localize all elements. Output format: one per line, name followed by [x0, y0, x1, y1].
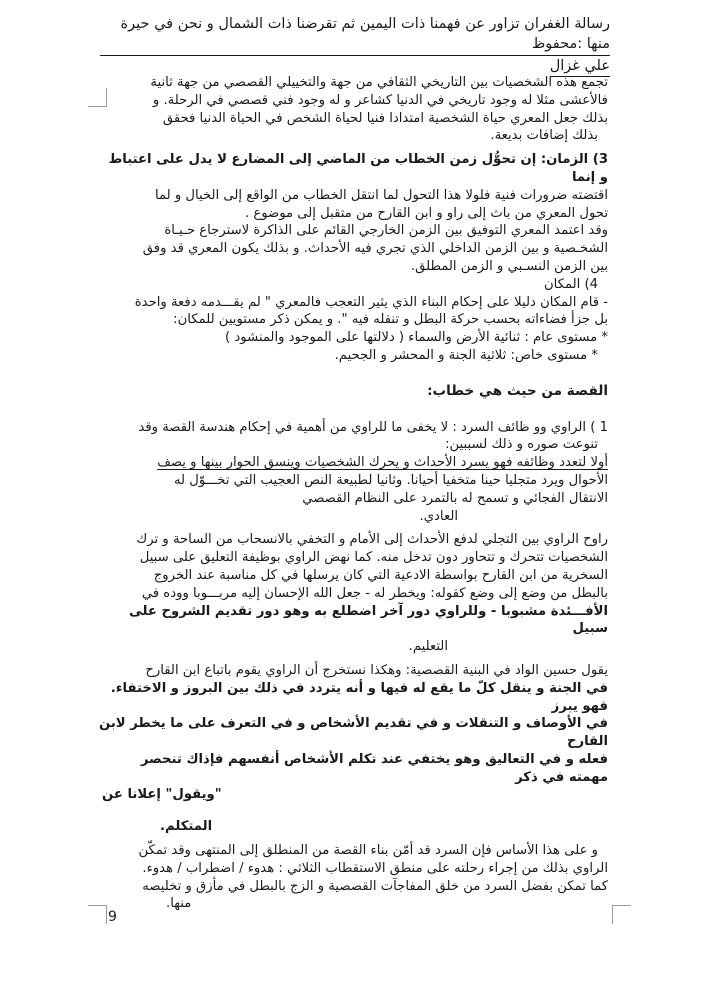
section-heading-time: 3) الزمان: إن تحوُّل زمن الخطاب من الماضي إلى المضارع لا يدل على اعتباط و إنما — [108, 152, 608, 185]
text-line: وقد اعتمد المعري التوفيق بين الزمن الخارجي القائم على الذاكرة لاسترجاع حـيـاة — [164, 223, 608, 239]
text-line: التعليم. — [408, 639, 448, 655]
bold-line: في الجنة و ينقل كلّ ما يقع له فيها و أنه يتردد في ذلك بين البروز و الاختفاء. فهو يبرز — [110, 680, 608, 714]
header-title: رسالة الغفران تزاور عن فهمنا ذات اليمين ثم تقرضنا ذات الشمال و نحن في حيرة منها :محفوظ — [100, 14, 610, 56]
text-line: بذلك إضافات بديعة. — [490, 128, 598, 144]
page-number: 9 — [108, 909, 117, 925]
text-line: العادي. — [419, 508, 458, 524]
text-line: الشخـصية و بين الزمن الداخلي الذي تجري فيه الأحداث. و بذلك يكون المعري قد وفق — [142, 241, 608, 257]
text-line: الأحوال ويرد متجليا حينا متخفيا أحيانا. وثانيا لطبيعة النص العجيب التي تخـــوّل له — [173, 472, 608, 488]
text-line: يقول حسين الواد في البنية القصصية: وهكذا نستخرج أن الراوي يقوم باتباع ابن القارح — [145, 662, 608, 678]
bold-line: فعله و في التعاليق وهو يختفي عند تكلم الأشخاص أنفسهم فإذاك تنحصر مهمته في ذكر — [140, 751, 608, 785]
text-line: الشخصيات تتحرك و تتحاور دون تدخل منه. كما نهض الراوي بوظيفة التعليق على سبيل — [139, 550, 608, 566]
underlined-line: أولا لتعدد وظائفه فهو يسرد الأحداث و يحرك الشخصيات وينسق الحوار بينها و يصف — [157, 455, 608, 471]
text-line: الانتقال الفجائي و تسمح له بالتمرد على النظام القصصي — [302, 490, 608, 506]
section-title: القصة من حيث هي خطاب: — [427, 382, 608, 399]
text-line: بين الزمن النسـبي و الزمن المطلق. — [410, 258, 608, 274]
header-author: علي غزال — [550, 56, 610, 77]
text-line: السخرية من ابن القارح بواسطة الادعية التي كان يرسلها في كل مناسبة عند الخروج — [153, 567, 608, 583]
crop-mark-bottom-right — [612, 905, 631, 924]
text-line: - قام المكان دليلا على إحكام البناء الذي يثير التعجب فالمعري " لم يقـــدمه دفعة واحدة — [134, 294, 608, 310]
text-line: تحول المعري من باث إلى راو و ابن القارح من متقبل إلى موضوع . — [244, 205, 608, 221]
text-line: فالأعشى مثلا له وجود تاريخي في الدنيا كشاعر و له وجود فني قصصي في الرحلة. و — [152, 92, 608, 108]
bold-line: المتكلم. — [160, 819, 213, 835]
text-line: راوح الراوي بين التجلي لدفع الأحداث إلى الأمام و التخفي بالانسحاب من الساحة و ترك — [136, 532, 608, 548]
text-line: تنوعت صوره و ذلك لسببين: — [445, 437, 598, 453]
page-body — [98, 74, 608, 913]
list-item: * مستوى خاص: ثلاثية الجنة و المحشر و الجحيم. — [334, 347, 598, 363]
text-line: تجمع هذه الشخصيات بين التاريخي الثقافي من جهة والتخييلي القصصي من جهة ثانية — [150, 75, 608, 90]
page-header — [100, 14, 610, 77]
section-heading-place: 4) المكان — [543, 276, 598, 292]
text-line: 1 ) الراوي وو ظائف السرد : لا يخفى ما للراوي من أهمية في إحكام هندسة القصة وقد — [138, 419, 608, 435]
text-line: و على هذا الأساس فإن السرد قد أمّن بناء القصة من المنطلق إلى المنتهى وقد تمكّن — [138, 843, 598, 859]
text-line: منها. — [166, 896, 192, 912]
text-line: بذلك جعل المعري حياة الشخصية امتدادا فنيا لحياة الشخص في الحياة الدنيا فحقق — [162, 110, 608, 126]
text-line: بل جزأ فضاءاته بحسب حركة البطل و تنقله فيه ". و يمكن ذكر مستويين للمكان: — [173, 312, 608, 328]
text-line: الراوي بذلك من إجراء رحلته على منطق الاستقطاب الثلاثي : هدوء / اضطراب / هدوء. — [142, 860, 608, 876]
list-item: * مستوى عام : ثنائية الأرض والسماء ( دلالتها على الموجود والمنشود ) — [225, 330, 608, 346]
text-line: كما تمكن بفضل السرد من خلق المفاجآت القصصية و الزج بالبطل في مأزق و تخليصه — [142, 878, 608, 894]
bold-line: "ويقول" إعلانا عن — [102, 787, 222, 803]
bold-line: الأفـــئدة مشبوبا - وللراوي دور آخر اضطلع به وهو دور تقديم الشروح على سبيل — [129, 603, 608, 637]
text-line: اقتضته ضرورات فنية فلولا هذا التحول لما انتقل الخطاب من الواقع إلى الخيال و لما — [155, 187, 608, 203]
bold-line: في الأوصاف و التنقلات و في تقديم الأشخاص و في التعرف على ما يخطر لابن القارح — [98, 716, 608, 750]
text-line: بالبطل من وضع إلى وضع كقوله: ويخطر له - جعل الله الإحسان إليه مربـــوبا ووده في — [141, 585, 608, 601]
